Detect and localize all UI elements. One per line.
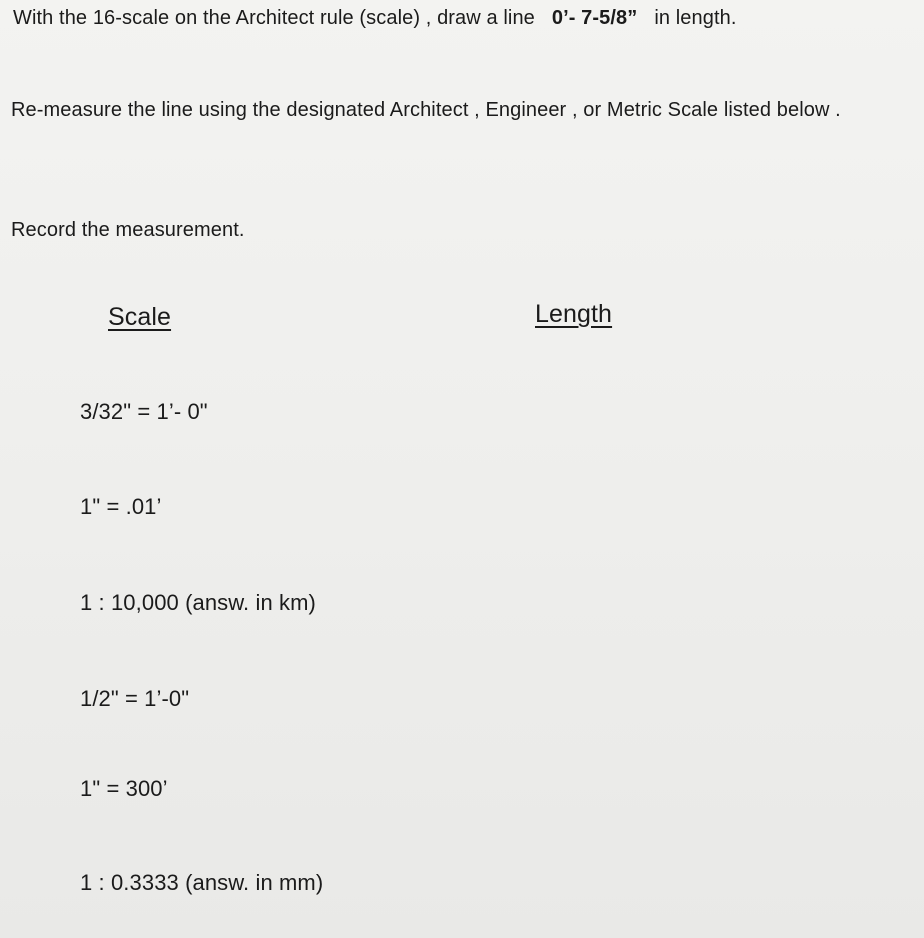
scale-row-6: 1 : 0.3333 (answ. in mm) (80, 870, 324, 895)
length-column-header: Length (535, 300, 613, 328)
scale-row-2: 1" = .01’ (80, 494, 162, 519)
instruction-draw-line (13, 6, 737, 30)
scale-row-3: 1 : 10,000 (answ. in km) (80, 590, 316, 615)
scale-row-4: 1/2" = 1’-0" (80, 686, 190, 711)
instruction-record: Record the measurement. (11, 219, 245, 241)
scale-row-5: 1" = 300’ (80, 776, 168, 801)
instruction-draw-line-suffix: in length. (654, 7, 737, 29)
target-length: 0’- 7-5/8” (551, 7, 638, 29)
scale-column-header: Scale (108, 303, 172, 331)
instruction-draw-line-text: With the 16-scale on the Architect rule (scale) , draw a line (13, 7, 535, 29)
scale-row-1: 3/32" = 1’- 0" (80, 399, 208, 424)
instruction-remeasure: Re-measure the line using the designated Architect , Engineer , or Metric Scale listed below . (11, 99, 841, 121)
